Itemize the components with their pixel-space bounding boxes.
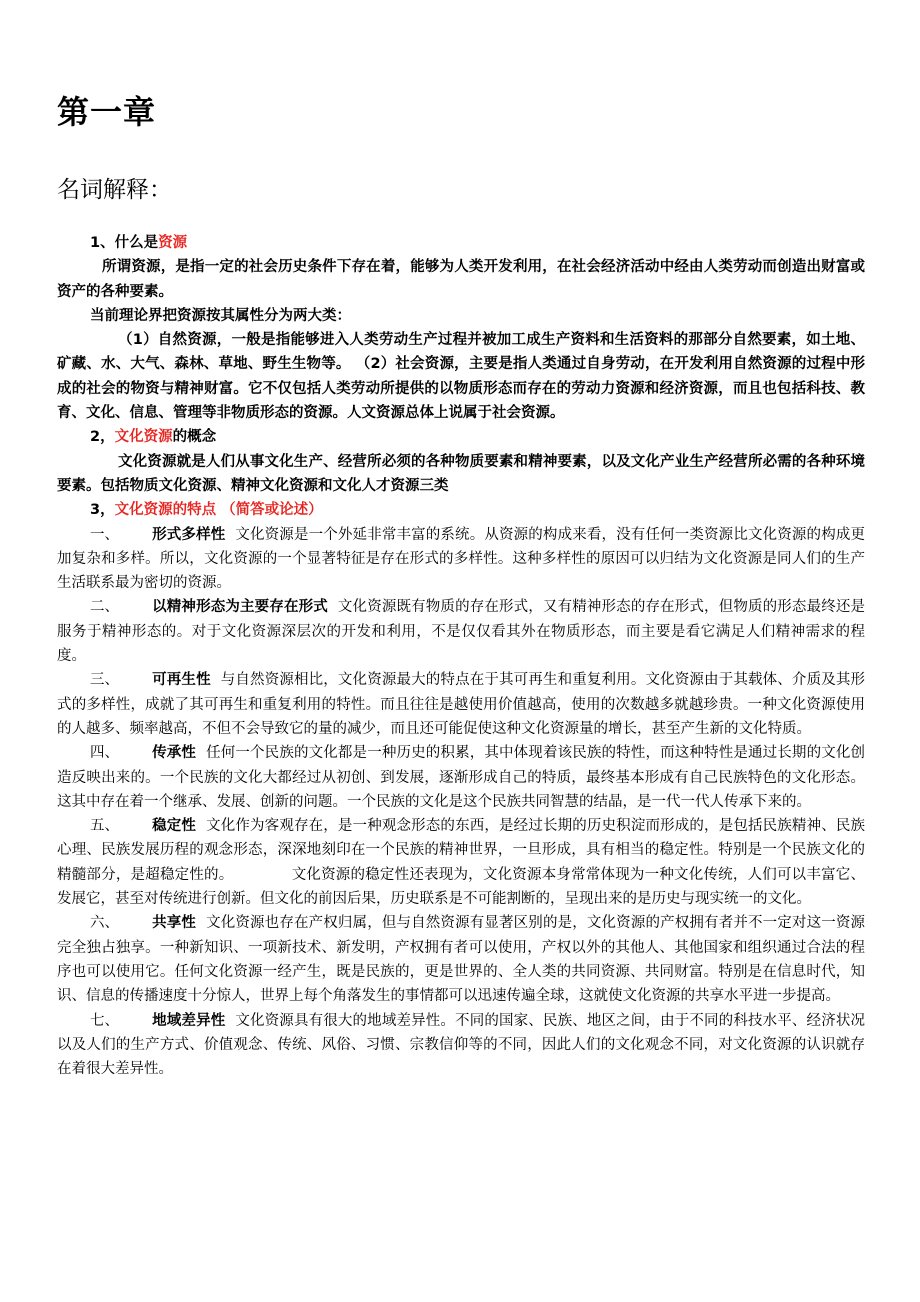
q1-classification-detail: （1）自然资源，一般是指能够进入人类劳动生产过程并被加工成生产资料和生活资料的那部分自然要素，如土地、矿藏、水、大气、森林、草地、野生生物等。 （2）社会资源，主要是指人类通过自身劳动，在开发利用自然资源的过程中形成的社会的物资与精神财富。它不仅包括人类劳动所提供的以物质形态而存在的劳动力资源和经济资源，而且也包括科技、教育、文化、信息、管理等非物质形态的资源。人文资源总体上说属于社会资源。 (57, 332, 865, 422)
chapter-title: 第一章 (57, 93, 157, 131)
feature-item (57, 668, 865, 741)
feature-number: 六、 (90, 915, 119, 932)
section-title: 名词解释： (57, 177, 172, 203)
q1-heading-term: 资源 (158, 235, 188, 251)
feature-text: 文化资源也存在产权归属，但与自然资源有显著区别的是，文化资源的产权拥有者并不一定对这一资源完全独占独享。一种新知识、一项新技术、新发明，产权拥有者可以使用，产权以外的其他人、其他国家和组织通过合法的程序也可以使用它。任何文化资源一经产生，既是民族的，更是世界的、全人类的共同资源、共同财富。特别是在信息时代，知识、信息的传播速度十分惊人，世界上每个角落发生的事情都可以迅速传遍全球，这就使文化资源的共享水平进一步提高。 (57, 915, 866, 1005)
q2-definition: 文化资源就是人们从事文化生产、经营所必须的各种物质要素和精神要素，以及文化产业生产经营所必需的各种环境要素。包括物质文化资源、精神文化资源和文化人才资源三类 (57, 453, 865, 494)
feature-item (57, 911, 865, 1008)
feature-term: 可再生性 (152, 672, 211, 689)
q3-heading (57, 498, 865, 522)
feature-term: 地域差异性 (152, 1012, 226, 1029)
feature-term: 形式多样性 (152, 526, 226, 543)
feature-text: 文化资源具有很大的地域差异性。不同的国家、民族、地区之间，由于不同的科技水平、经济状况以及人们的生产方式、价值观念、传统、风俗、习惯、宗教信仰等的不同，因此人们的文化观念不同，对文化资源的认识就存在着很大差异性。 (57, 1012, 865, 1078)
feature-item (57, 523, 865, 596)
q3-heading-note: （简答或论述） (221, 502, 323, 519)
q2-heading-suffix: 的概念 (172, 429, 217, 446)
document-body (57, 231, 865, 1081)
q2-heading-prefix: 2， (90, 429, 115, 446)
feature-item (57, 1009, 865, 1082)
q2-heading (57, 425, 865, 449)
q1-definition: 所谓资源，是指一定的社会历史条件下存在着，能够为人类开发利用，在社会经济活动中经由人类劳动而创造出财富或资产的各种要素。 (57, 259, 865, 300)
feature-number: 五、 (90, 818, 119, 835)
feature-number: 四、 (90, 745, 119, 762)
feature-term: 稳定性 (152, 818, 197, 835)
feature-number: 三、 (90, 672, 119, 689)
feature-text-continued: 文化资源的稳定性还表现为，文化资源本身常常体现为一种文化传统，人们可以丰富它、发展它，甚至对传统进行创新。但文化的前因后果，历史联系是不可能割断的，呈现出来的是历史与现实统一的文化。 (57, 866, 866, 908)
feature-item (57, 741, 865, 814)
feature-item (57, 595, 865, 668)
feature-number: 一、 (90, 526, 119, 543)
feature-text: 文化作为客观存在，是一种观念形态的东西，是经过长期的历史积淀而形成的，是包括民族精神、民族心理、民族发展历程的观念形态，深深地刻印在一个民族的精神世界，一旦形成，具有相当的稳定性。特别是一个民族文化的精髓部分，是超稳定性的。 (57, 818, 866, 883)
feature-term: 传承性 (152, 745, 197, 762)
feature-number: 七、 (90, 1012, 119, 1029)
q3-heading-term: 文化资源的特点 (114, 502, 217, 519)
feature-term: 共享性 (152, 915, 197, 932)
q1-heading (57, 231, 865, 255)
feature-text: 文化资源是一个外延非常丰富的系统。从资源的构成来看，没有任何一类资源比文化资源的构成更加复杂和多样。所以，文化资源的一个显著特征是存在形式的多样性。这种多样性的原因可以归结为文化资源是同人们的生产生活联系最为密切的资源。 (57, 526, 865, 592)
feature-text: 任何一个民族的文化都是一种历史的积累，其中体现着该民族的特性，而这种特性是通过长期的文化创造反映出来的。一个民族的文化大都经过从初创、到发展，逐渐形成自己的特质，最终基本形成有自己民族特色的文化形态。这其中存在着一个继承、发展、创新的问题。一个民族的文化是这个民族共同智慧的结晶，是一代一代人传承下来的。 (57, 745, 866, 810)
feature-text: 文化资源既有物质的存在形式，又有精神形态的存在形式，但物质的形态最终还是服务于精神形态的。对于文化资源深层次的开发和利用，不是仅仅看其外在物质形态，而主要是看它满足人们精神需求的程度。 (57, 599, 866, 665)
q1-heading-prefix: 1、什么是 (90, 235, 159, 251)
q1-classification-intro: 当前理论界把资源按其属性分为两大类： (90, 307, 351, 324)
feature-number: 二、 (90, 599, 119, 616)
q2-heading-term: 文化资源 (114, 429, 173, 446)
feature-item (57, 814, 865, 911)
feature-term: 以精神形态为主要存在形式 (152, 599, 328, 616)
q3-heading-prefix: 3， (90, 502, 115, 519)
feature-text: 与自然资源相比，文化资源最大的特点在于其可再生和重复利用。文化资源由于其载体、介质及其形式的多样性，成就了其可再生和重复利用的特性。而且往往是越使用价值越高，使用的次数越多就越珍贵。一种文化资源使用的人越多、频率越高，不但不会导致它的量的减少，而且还可能促使这种文化资源量的增长，甚至产生新的文化特质。 (57, 672, 866, 737)
